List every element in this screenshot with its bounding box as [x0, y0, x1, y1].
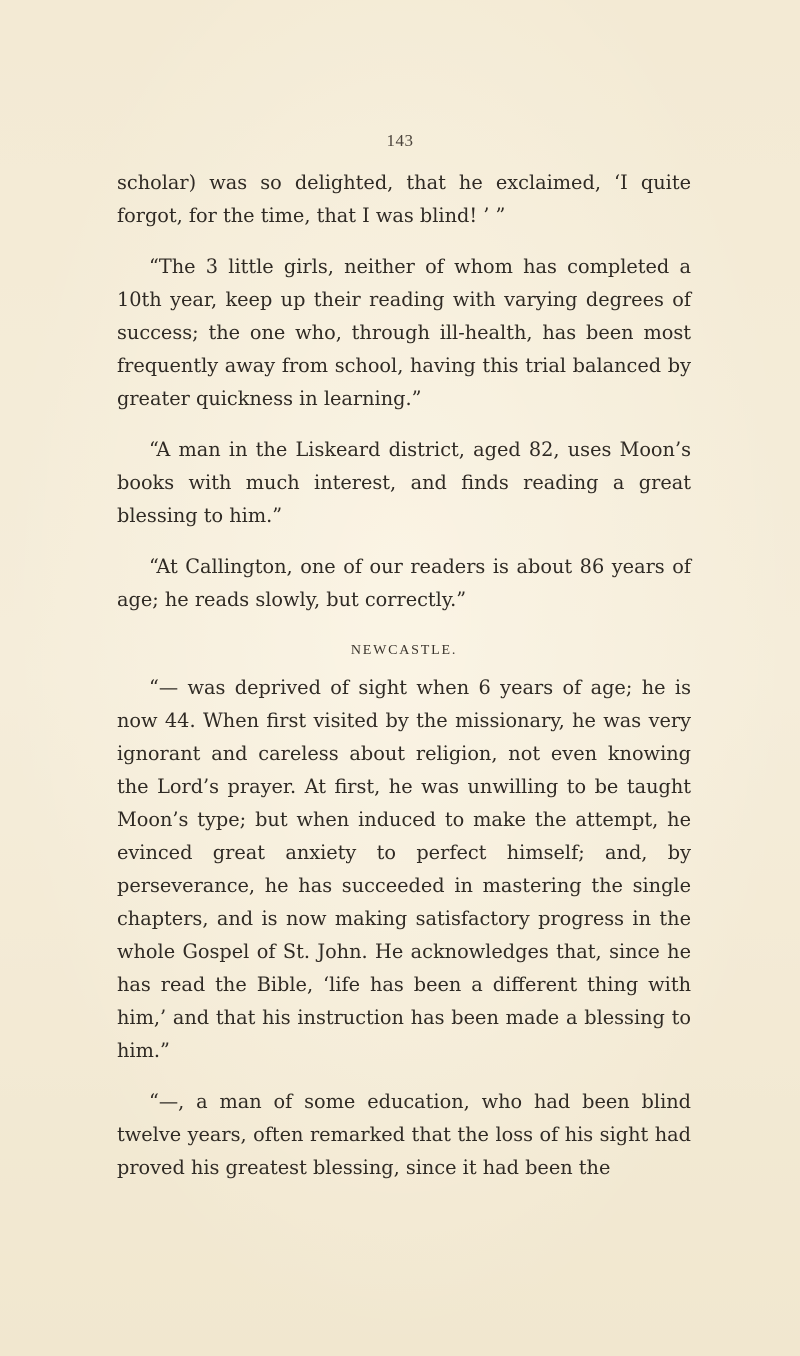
paragraph-scholar-quote: scholar) was so delighted, that he exclaimed, ‘I quite forgot, for the time, that I was blind! ’ ” [117, 171, 691, 227]
paragraph-deprived-of-sight: “— was deprived of sight when 6 years of age; he is now 44. When first visited by the missionary, he was very ignorant and careless about religion, not even knowing the Lord’s prayer. At first, he was unwilling to be taught Moon’s type; but when induced to make the attempt, he evinced great anxiety to perfect himself; and, by perseverance, he has succeeded in mastering the single chapters, and is now making satisfactory progress in the whole Gospel of St. John. He acknowledges that, since he has read the Bible, ‘life has been a different thing with him,’ and that his instruction has been made a blessing to him.” [117, 676, 691, 1062]
page-number: 143 [386, 131, 414, 150]
paragraph-callington-reader: “At Callington, one of our readers is about 86 years of age; he reads slowly, but correctly.” [117, 555, 691, 611]
paragraph-three-girls: “The 3 little girls, neither of whom has completed a 10th year, keep up their reading with varying degrees of success; the one who, through ill-health, has been most frequently away from school, having this trial balanced by greater quickness in learning.” [117, 255, 691, 410]
body-text [117, 166, 691, 1184]
section-heading-newcastle: NEWCASTLE. [350, 643, 458, 658]
paragraph-liskeard-man: “A man in the Liskeard district, aged 82, uses Moon’s books with much interest, and finds reading a great blessing to him.” [117, 438, 691, 527]
paragraph-man-of-education: “—, a man of some education, who had been blind twelve years, often remarked that the loss of his sight had proved his greatest blessing, since it had been the [117, 1090, 691, 1179]
